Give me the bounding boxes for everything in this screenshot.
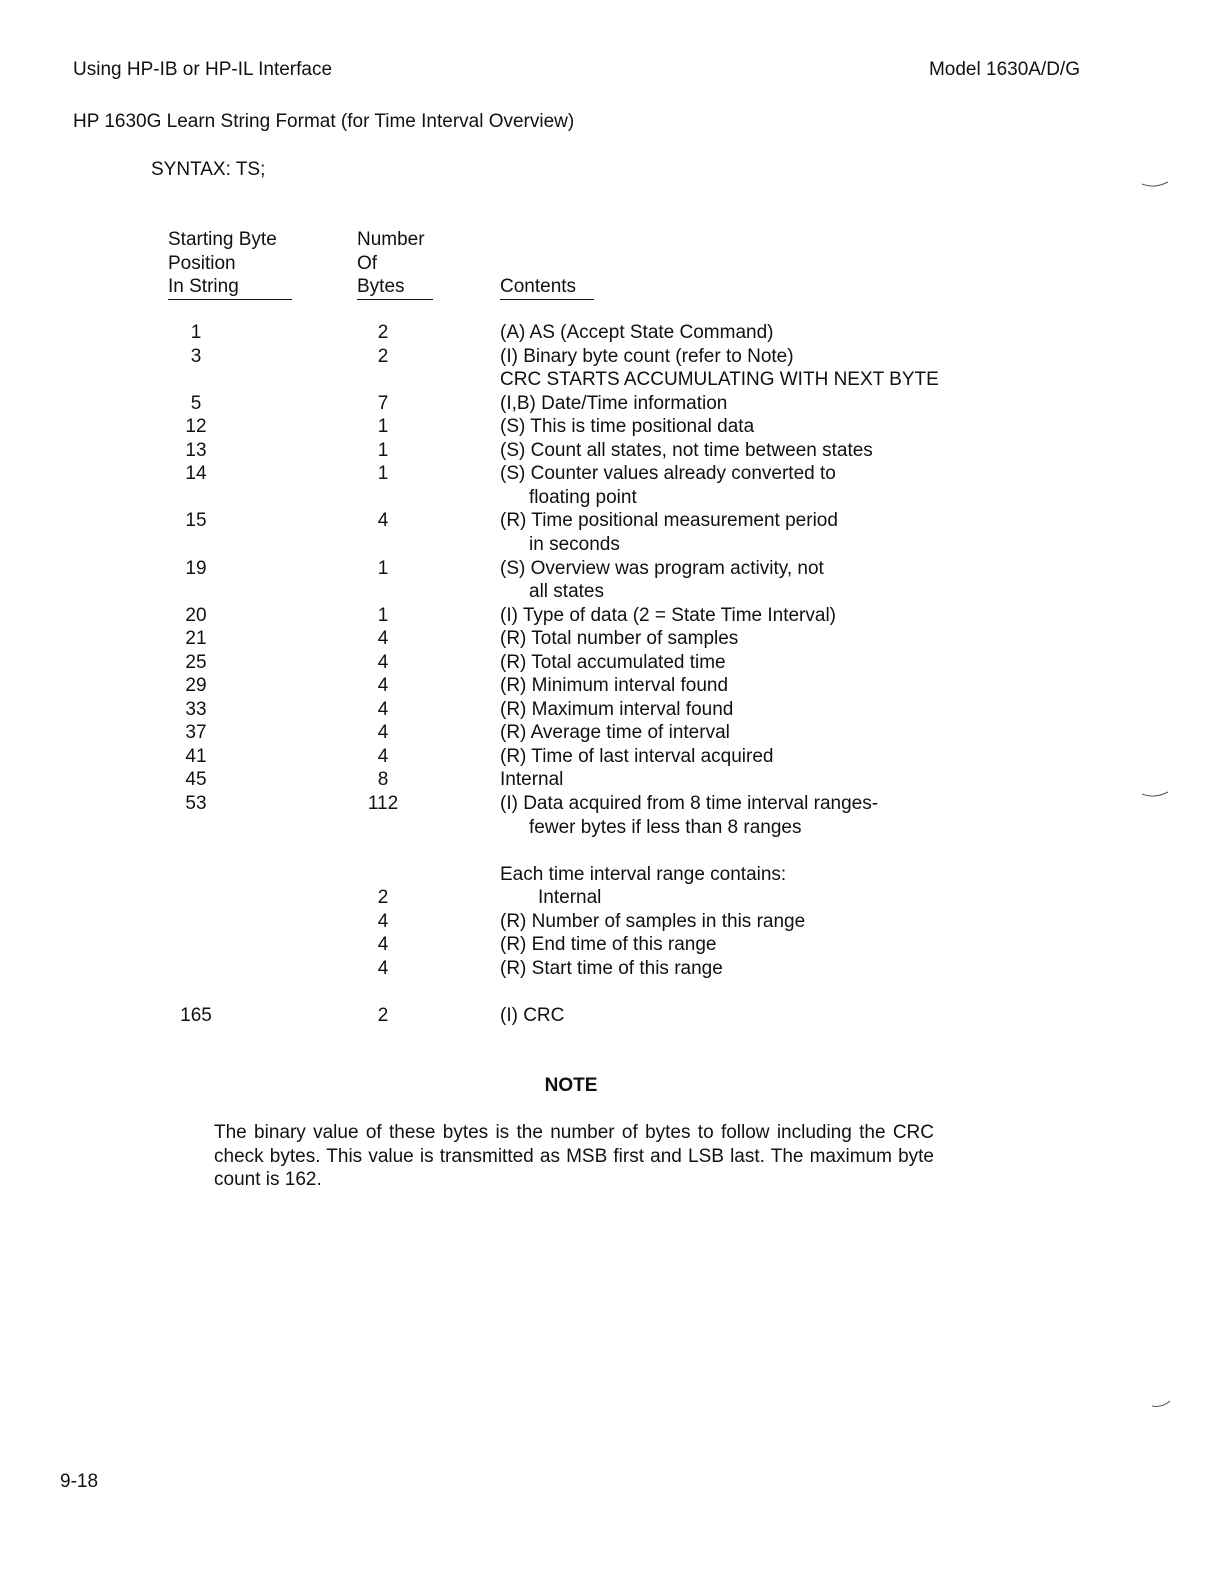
starting-byte-cell: 165 xyxy=(180,1004,212,1026)
byte-count-cell: 4 xyxy=(377,745,389,767)
table-row xyxy=(0,462,1222,486)
starting-byte-cell: 53 xyxy=(185,793,207,814)
table-row xyxy=(0,698,1222,722)
column-header-line: Number xyxy=(357,229,425,250)
starting-byte-cell: 14 xyxy=(185,463,207,485)
byte-count-cell: 2 xyxy=(377,887,389,909)
contents-cell: (R) Total accumulated time xyxy=(500,651,726,673)
byte-count-cell: 4 xyxy=(377,698,389,720)
byte-count-cell: 1 xyxy=(377,557,389,579)
scan-mark xyxy=(1140,790,1170,802)
table-row xyxy=(0,839,1222,863)
table-row xyxy=(0,768,1222,792)
page-number: 9-18 xyxy=(60,1471,99,1492)
starting-byte-cell: 20 xyxy=(185,604,207,626)
note-title: NOTE xyxy=(544,1075,598,1096)
starting-byte-cell: 19 xyxy=(185,557,207,579)
table-row xyxy=(0,368,1222,392)
contents-cell: in seconds xyxy=(529,533,620,555)
column-header-line: In String xyxy=(168,275,292,300)
column-header-number-of-bytes xyxy=(357,228,433,300)
byte-count-cell: 112 xyxy=(367,793,399,814)
contents-cell: Each time interval range contains: xyxy=(500,863,787,885)
contents-cell: floating point xyxy=(529,486,637,508)
starting-byte-cell: 33 xyxy=(185,698,207,720)
byte-count-cell: 4 xyxy=(377,934,389,956)
starting-byte-cell: 37 xyxy=(185,722,207,744)
table-row xyxy=(0,345,1222,369)
byte-count-cell: 4 xyxy=(377,675,389,697)
table-row xyxy=(0,933,1222,957)
contents-cell: (R) Number of samples in this range xyxy=(500,910,806,932)
byte-count-cell: 1 xyxy=(377,604,389,626)
byte-count-cell: 4 xyxy=(377,722,389,744)
starting-byte-cell: 25 xyxy=(185,651,207,673)
contents-cell: all states xyxy=(529,581,604,603)
contents-cell: (R) Maximum interval found xyxy=(500,698,734,720)
section-title: HP 1630G Learn String Format (for Time Interval Overview) xyxy=(73,111,575,132)
contents-cell: fewer bytes if less than 8 ranges xyxy=(529,816,802,838)
byte-count-cell: 4 xyxy=(377,628,389,650)
note-text: The binary value of these bytes is the number of bytes to follow including the CRC check bytes. This value is transmitted as MSB first and LSB last. The maximum byte count is 162. xyxy=(214,1122,934,1190)
table-row xyxy=(0,604,1222,628)
contents-cell: (R) Time of last interval acquired xyxy=(500,745,774,767)
syntax-line: SYNTAX: TS; xyxy=(151,159,266,180)
table-row xyxy=(0,886,1222,910)
byte-count-cell: 4 xyxy=(377,957,389,979)
byte-count-cell: 2 xyxy=(377,1004,389,1026)
table-row xyxy=(0,957,1222,981)
table-row xyxy=(0,392,1222,416)
contents-cell: (A) AS (Accept State Command) xyxy=(500,322,774,343)
contents-cell: (R) Minimum interval found xyxy=(500,675,729,697)
contents-cell: (I) CRC xyxy=(500,1004,565,1026)
contents-cell: (I) Data acquired from 8 time interval ranges- xyxy=(500,793,879,814)
byte-count-cell: 4 xyxy=(377,651,389,673)
byte-count-cell: 2 xyxy=(377,322,389,343)
table-row xyxy=(0,627,1222,651)
contents-cell: (R) End time of this range xyxy=(500,934,717,956)
table-row xyxy=(0,721,1222,745)
table-row xyxy=(0,980,1222,1004)
byte-count-cell: 1 xyxy=(377,463,389,485)
table-row xyxy=(0,674,1222,698)
byte-count-cell: 7 xyxy=(377,392,389,414)
table-row xyxy=(0,792,1222,816)
byte-count-cell: 1 xyxy=(377,416,389,438)
table-row xyxy=(0,415,1222,439)
table-row xyxy=(0,321,1222,345)
starting-byte-cell: 12 xyxy=(185,416,207,438)
byte-count-cell: 8 xyxy=(377,769,389,791)
table-row xyxy=(0,439,1222,463)
byte-count-cell: 1 xyxy=(377,439,389,461)
column-header-contents xyxy=(500,275,594,300)
table-row xyxy=(0,863,1222,887)
running-header-right: Model 1630A/D/G xyxy=(928,59,1080,80)
contents-cell: (R) Average time of interval xyxy=(500,722,730,744)
table-row xyxy=(0,509,1222,533)
table-row xyxy=(0,486,1222,510)
scan-mark xyxy=(1140,180,1170,192)
byte-count-cell: 4 xyxy=(377,910,389,932)
running-header-left: Using HP-IB or HP-IL Interface xyxy=(73,59,333,80)
contents-cell: Internal xyxy=(538,887,602,909)
starting-byte-cell: 45 xyxy=(185,769,207,791)
column-header-line: Bytes xyxy=(357,275,433,300)
contents-cell: CRC STARTS ACCUMULATING WITH NEXT BYTE xyxy=(500,369,939,391)
table-row xyxy=(0,816,1222,840)
contents-cell: (S) This is time positional data xyxy=(500,416,755,438)
contents-cell: (I,B) Date/Time information xyxy=(500,392,728,414)
table-row xyxy=(0,651,1222,675)
contents-cell: (I) Binary byte count (refer to Note) xyxy=(500,345,794,367)
table-row xyxy=(0,910,1222,934)
contents-cell: Internal xyxy=(500,769,564,791)
column-header-line: Position xyxy=(168,252,236,274)
table-row xyxy=(0,580,1222,604)
starting-byte-cell: 13 xyxy=(185,439,207,461)
starting-byte-cell: 5 xyxy=(190,392,202,414)
column-header-starting-byte xyxy=(168,228,292,300)
starting-byte-cell: 1 xyxy=(190,322,202,343)
contents-cell: (R) Time positional measurement period xyxy=(500,510,838,532)
contents-cell: (S) Overview was program activity, not xyxy=(500,557,824,579)
table-row xyxy=(0,533,1222,557)
starting-byte-cell: 15 xyxy=(185,510,207,532)
byte-count-cell: 2 xyxy=(377,345,389,367)
table-row xyxy=(0,557,1222,581)
starting-byte-cell: 41 xyxy=(185,745,207,767)
table-row xyxy=(0,1004,1222,1028)
contents-cell: (S) Counter values already converted to xyxy=(500,463,836,485)
contents-cell: (I) Type of data (2 = State Time Interval) xyxy=(500,604,836,626)
contents-cell: (S) Count all states, not time between states xyxy=(500,439,873,461)
column-header-line: Contents xyxy=(500,275,594,300)
starting-byte-cell: 3 xyxy=(190,345,202,367)
starting-byte-cell: 21 xyxy=(185,628,207,650)
contents-cell: (R) Total number of samples xyxy=(500,628,739,650)
byte-count-cell: 4 xyxy=(377,510,389,532)
contents-cell: (R) Start time of this range xyxy=(500,957,723,979)
column-header-line: Of xyxy=(357,252,378,274)
table-row xyxy=(0,745,1222,769)
column-header-line: Starting Byte xyxy=(168,229,277,250)
starting-byte-cell: 29 xyxy=(185,675,207,697)
scan-mark xyxy=(1150,1400,1180,1412)
